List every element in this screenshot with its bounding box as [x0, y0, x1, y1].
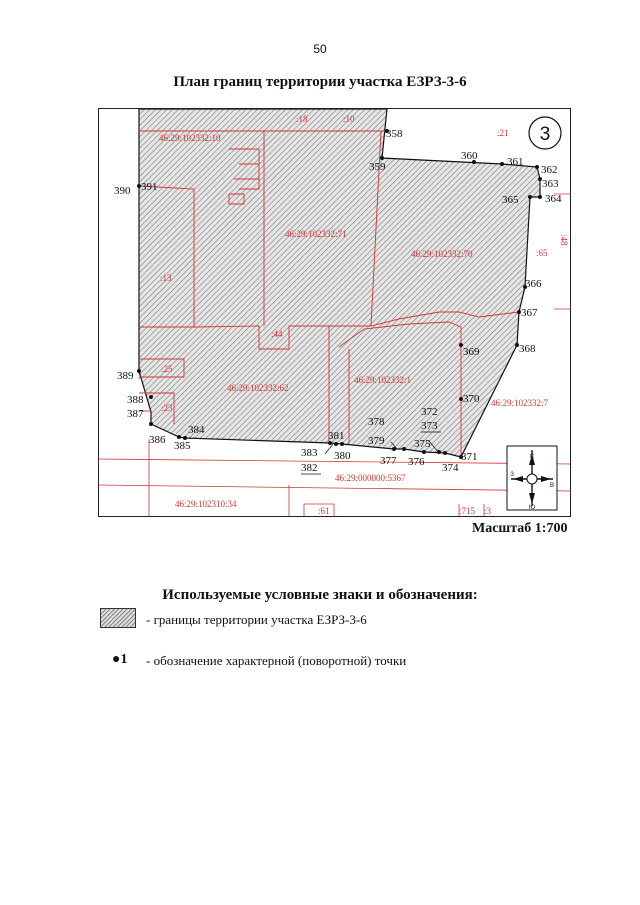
point-label: 388 [127, 394, 144, 406]
sheet-number-badge [529, 117, 561, 149]
short-label: :44 [271, 329, 283, 339]
short-label: :3 [484, 506, 492, 516]
short-label: :715 [459, 506, 476, 516]
sheet-number: 3 [539, 124, 551, 145]
cad-label: 46:29:102332:71 [285, 229, 347, 239]
point-label: 359 [369, 161, 386, 173]
short-label: :48 [559, 234, 569, 246]
compass-west: З [510, 472, 514, 478]
point-label: 382 [301, 462, 318, 474]
compass-south: Ю [528, 505, 536, 511]
point-label: 358 [386, 128, 403, 140]
point-label: 365 [502, 194, 519, 206]
short-label: :13 [160, 273, 172, 283]
cad-label: 46:29:102332:70 [411, 249, 473, 259]
page-title: План границ территории участка ЕЗРЗ-3-6 [173, 74, 467, 90]
point-label: 386 [149, 434, 166, 446]
short-label: :10 [343, 114, 355, 124]
point-label: 384 [188, 424, 205, 436]
point-label: 361 [507, 156, 524, 168]
point-label: 369 [463, 346, 480, 358]
short-label: :21 [497, 128, 509, 138]
cad-label: 46:29:102332:10 [159, 133, 221, 143]
point-label: 368 [519, 343, 536, 355]
legend-item-boundary: - границы территории участка ЕЗРЗ-3-6 [146, 612, 367, 627]
compass-east: В [549, 483, 555, 489]
short-label: :61 [318, 506, 330, 516]
map-scale: Масштаб 1:700 [472, 521, 568, 536]
point-label: 360 [461, 150, 478, 162]
cad-label: 46:29:102310:34 [175, 499, 237, 509]
point-label: 390 [114, 185, 131, 197]
point-label: 379 [368, 435, 385, 447]
point-label: 372 [421, 406, 438, 418]
point-label: 371 [461, 451, 478, 463]
point-symbol-icon: ●1 [112, 652, 128, 667]
point-label: 378 [368, 416, 385, 428]
point-label: 387 [127, 408, 144, 420]
point-label: 370 [463, 393, 480, 405]
point-label: 380 [334, 450, 351, 462]
legend-item-point: - обозначение характерной (поворотной) точки [146, 653, 407, 668]
map-canvas [99, 109, 571, 517]
short-label: :25 [161, 364, 173, 374]
legend-title: Используемые условные знаки и обозначения: [162, 587, 478, 603]
point-label: 377 [380, 455, 397, 467]
compass-rose-icon [507, 446, 557, 511]
boundary-map[interactable] [98, 108, 571, 517]
short-label: :18 [296, 114, 308, 124]
cad-label: 46:29:102332:1 [354, 375, 412, 385]
point-label: 381 [328, 430, 345, 442]
cad-label: 46:29:102332:7 [491, 398, 549, 408]
point-label: 389 [117, 370, 134, 382]
point-label: 385 [174, 440, 191, 452]
point-label: 373 [421, 420, 438, 432]
point-label: 375 [414, 438, 431, 450]
point-label: 376 [408, 456, 425, 468]
cad-label: 46:29:102332:62 [227, 383, 289, 393]
territory-boundary [139, 109, 540, 457]
point-label: 366 [525, 278, 542, 290]
point-label: 374 [442, 462, 459, 474]
point-label: 364 [545, 193, 562, 205]
point-label: 363 [542, 178, 559, 190]
cad-label: 46:29:000000:5367 [335, 473, 406, 483]
short-label: :65 [536, 248, 548, 258]
point-label: 391 [141, 181, 158, 193]
point-label: 383 [301, 447, 318, 459]
hatch-swatch-icon [100, 608, 136, 628]
compass-north: С [529, 454, 535, 460]
point-label: 367 [521, 307, 538, 319]
page-number: 50 [313, 42, 327, 56]
point-label: 362 [541, 164, 558, 176]
short-label: :23 [161, 403, 173, 413]
